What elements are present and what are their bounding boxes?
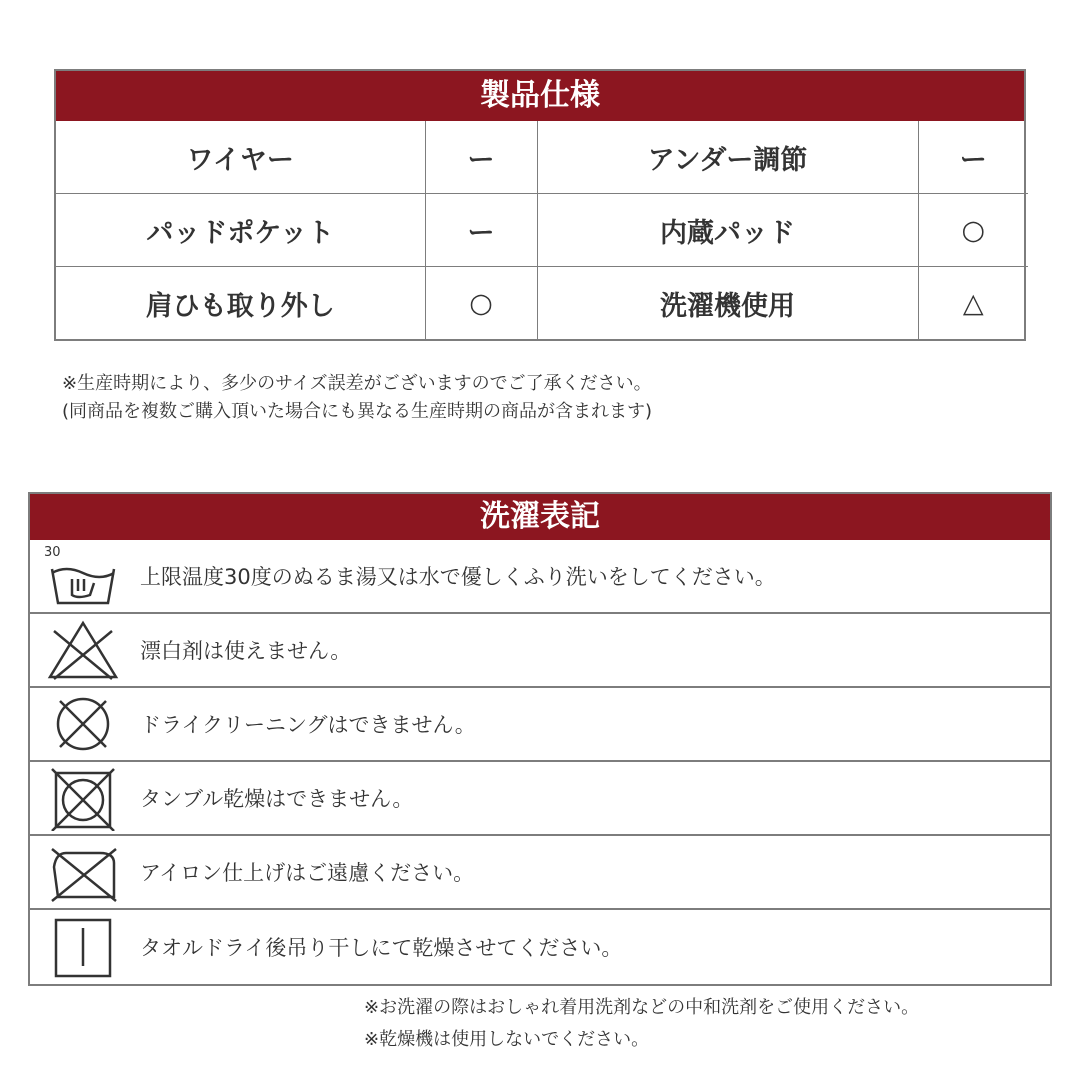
spec-table	[56, 121, 1028, 339]
care-section-title: 洗濯表記	[30, 494, 1050, 540]
spec-label-built-in-pad: 内蔵パッド	[537, 194, 918, 267]
care-text: 上限温度30度のぬるま湯又は水で優しくふり洗いをしてください。	[140, 565, 776, 589]
spec-note-line: ※生産時期により、多少のサイズ誤差がございますのでご了承ください。	[62, 373, 652, 394]
care-text: タオルドライ後吊り干しにて乾燥させてください。	[140, 936, 623, 960]
spec-row	[56, 121, 1028, 194]
spec-note-line: (同商品を複数ご購入頂いた場合にも異なる生産時期の商品が含まれます)	[62, 401, 653, 422]
care-notes	[364, 992, 1074, 1056]
spec-label-pad-pocket: パッドポケット	[56, 194, 425, 267]
no-iron-icon	[30, 835, 140, 909]
spec-value-wire: ー	[425, 121, 537, 194]
spec-label-wire: ワイヤー	[56, 121, 425, 194]
care-row	[30, 910, 1050, 984]
care-row	[30, 762, 1050, 836]
care-row	[30, 614, 1050, 688]
spec-value-pad-pocket: ー	[425, 194, 537, 267]
care-note-line: ※お洗濯の際はおしゃれ着用洗剤などの中和洗剤をご使用ください。	[364, 997, 920, 1018]
care-text: 漂白剤は使えません。	[140, 639, 352, 663]
care-row	[30, 540, 1050, 614]
care-row	[30, 836, 1050, 910]
spec-label-washing-machine: 洗濯機使用	[537, 267, 918, 340]
no-tumble-dry-icon	[30, 761, 140, 835]
spec-row	[56, 267, 1028, 340]
wash-30-icon	[30, 539, 140, 613]
care-text: ドライクリーニングはできません。	[140, 713, 476, 737]
hang-dry-icon	[30, 910, 140, 984]
no-bleach-icon	[30, 613, 140, 687]
spec-table-container	[54, 69, 1026, 341]
spec-label-removable-strap: 肩ひも取り外し	[56, 267, 425, 340]
spec-section-title: 製品仕様	[56, 71, 1024, 121]
spec-value-removable-strap: ○	[425, 267, 537, 340]
wash-temp-label: 30	[44, 545, 61, 560]
no-dry-clean-icon	[30, 687, 140, 761]
care-text: アイロン仕上げはご遠慮ください。	[140, 861, 475, 885]
care-text: タンブル乾燥はできません。	[140, 787, 414, 811]
spec-value-under-adjust: ー	[918, 121, 1028, 194]
care-table-container	[28, 492, 1052, 986]
spec-row	[56, 194, 1028, 267]
spec-label-under-adjust: アンダー調節	[537, 121, 918, 194]
care-row	[30, 688, 1050, 762]
spec-value-washing-machine: △	[918, 267, 1028, 340]
care-note-line: ※乾燥機は使用しないでください。	[364, 1029, 650, 1050]
spec-value-built-in-pad: ○	[918, 194, 1028, 267]
spec-notes	[62, 370, 1022, 426]
